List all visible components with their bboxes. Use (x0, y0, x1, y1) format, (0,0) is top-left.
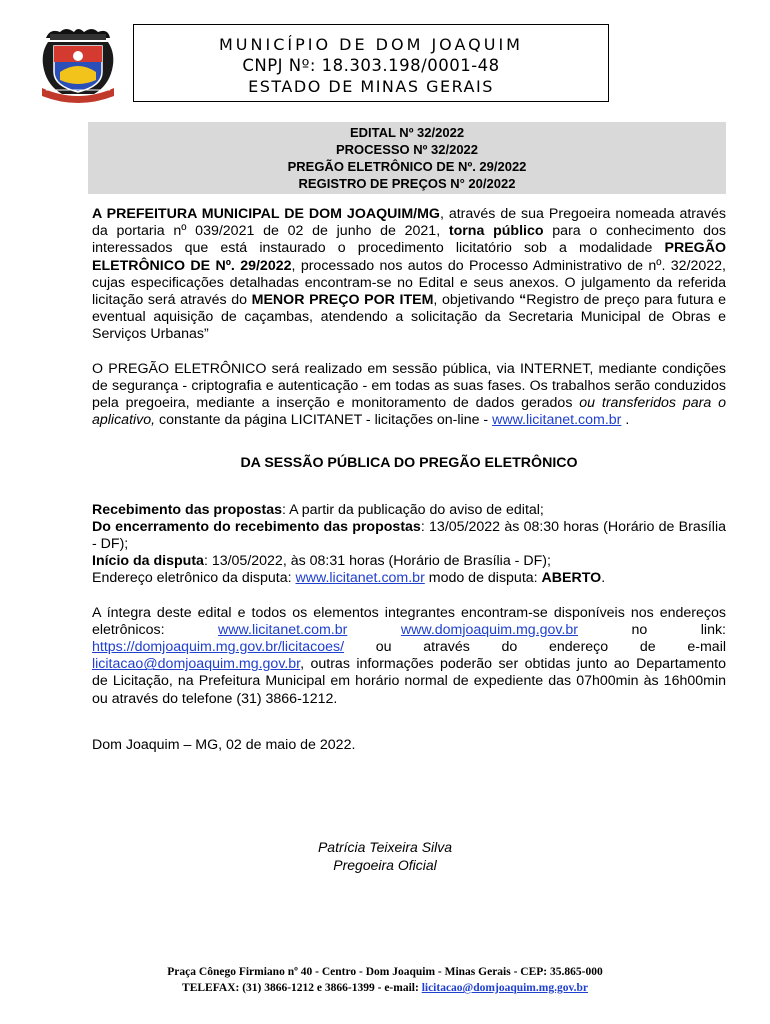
section-title: DA SESSÃO PÚBLICA DO PREGÃO ELETRÔNICO (240, 455, 578, 472)
footer (0, 964, 770, 996)
p3-text-1: A íntegra deste edital e todos os elementos integrantes encontram-se disponíveis nos endereços eletrônicos: (92, 604, 726, 638)
signature-block (0, 838, 770, 874)
state-name: ESTADO DE MINAS GERAIS (248, 77, 494, 96)
licitanet-link-2[interactable]: www.licitanet.com.br (218, 621, 348, 638)
session-start-line (92, 553, 726, 570)
intro-bold-1: A PREFEITURA MUNICIPAL DE DOM JOAQUIM/MG (92, 206, 440, 222)
edital-number: EDITAL Nº 32/2022 (349, 125, 465, 140)
municipality-name: MUNICÍPIO DE DOM JOAQUIM (219, 35, 523, 54)
footer-address: Praça Cônego Firmiano nº 40 - Centro - Dom Joaquim - Minas Gerais - CEP: 35.865-000 (167, 966, 603, 978)
edital-title-block (88, 122, 726, 194)
address-text: Endereço eletrônico da disputa: (92, 570, 296, 587)
document-body (92, 206, 726, 754)
footer-telefax: TELEFAX: (31) 3866-1212 e 3866-1399 - e-mail: (182, 982, 422, 994)
session-address-line (92, 570, 726, 587)
p3-text-2 (347, 622, 401, 638)
signatory-name: Patrícia Teixeira Silva (317, 839, 453, 855)
intro-text-4: , objetivando (433, 292, 520, 309)
session-closing-line (92, 519, 726, 553)
p2-text-3: . (621, 412, 630, 429)
intro-text-1: , através de sua Pregoeira nomeada através da portaria nº 039/2021 de 02 de junho de 2021, (92, 206, 726, 240)
electronic-session-paragraph (92, 361, 726, 430)
intro-bold-3: PREGÃO ELETRÔNICO DE Nº. 29/2022 (92, 240, 726, 274)
p3-text-5: , outras informações poderão ser obtidas junto ao Departamento de Licitação, na Prefeitura Municipal em horário normal de expediente das 07h00min às 16h00min ou através do telefone (31) 3866-1212. (92, 656, 726, 707)
closing-label: Do encerramento do recebimento das propostas (92, 518, 421, 535)
start-label: Início da disputa (92, 553, 204, 570)
receipt-label: Recebimento das propostas (92, 501, 283, 518)
p2-text-2: constante da página LICITANET - licitações on-line - (155, 412, 493, 429)
intro-text-5: Registro de preço para futura e eventual aquisição de caçambas, atendendo a solicitação da Secretaria Municipal de Obras e Serviços Urbanas” (92, 292, 726, 343)
process-number: PROCESSO Nº 32/2022 (335, 142, 479, 157)
intro-bold-2: torna público (448, 223, 544, 240)
intro-paragraph (92, 206, 726, 344)
intro-text-2: para o conhecimento dos interessados que está instaurado o procedimento licitatório sob a modalidade (92, 223, 727, 257)
mode-period: . (601, 570, 606, 587)
footer-contact (0, 980, 770, 996)
closing-text: : 13/05/2022 às 08:30 horas (Horário de Brasília - DF); (92, 518, 726, 553)
header-box (133, 24, 609, 102)
registro-number: REGISTRO DE PREÇOS N° 20/2022 (298, 176, 516, 191)
receipt-text: : A partir da publicação do aviso de edital; (282, 501, 544, 518)
licitacoes-page-link[interactable]: https://domjoaquim.mg.gov.br/licitacoes/ (92, 639, 345, 656)
p3-text-3: no link: (578, 621, 726, 638)
mode-text: modo de disputa: (424, 570, 542, 587)
licitanet-link[interactable]: www.licitanet.com.br (492, 412, 622, 429)
p3-text-4: ou através do endereço de e-mail (344, 639, 726, 656)
intro-bold-4: MENOR PREÇO POR ITEM (251, 292, 434, 309)
dispute-link[interactable]: www.licitanet.com.br (295, 570, 425, 587)
date-line: Dom Joaquim – MG, 02 de maio de 2022. (92, 736, 356, 753)
signatory-role: Pregoeira Oficial (333, 857, 437, 873)
email-link[interactable]: licitacao@domjoaquim.mg.gov.br (92, 656, 301, 673)
start-text: : 13/05/2022, às 08:31 horas (Horário de Brasília - DF); (203, 553, 551, 570)
p2-text-1: O PREGÃO ELETRÔNICO será realizado em sessão pública, via INTERNET, mediante condições de segurança - criptografia e autenticação - em todas as suas fases. Os trabalhos serão conduzidos pela pregoeira, mediante a inserção e monitoramento de dados gerados (92, 360, 726, 412)
footer-email-link[interactable]: licitacao@domjoaquim.mg.gov.br (421, 982, 588, 994)
cnpj: CNPJ Nº: 18.303.198/0001-48 (242, 56, 500, 75)
domjoaquim-site-link[interactable]: www.domjoaquim.mg.gov.br (400, 621, 579, 638)
session-receipt-line (92, 502, 726, 519)
municipal-crest-logo (36, 24, 120, 108)
intro-text-3: , processado nos autos do Processo Administrativo de nº. 32/2022, cujas especificações detalhadas encontram-se no Edital e seus anexos. O julgamento da referida licitação será através do (92, 257, 726, 309)
pregao-number: PREGÃO ELETRÔNICO DE Nº. 29/2022 (287, 159, 527, 174)
intro-bold-5: “ (519, 292, 527, 309)
mode-value: ABERTO (541, 570, 602, 587)
p2-italic: ou transferidos para o aplicativo, (92, 395, 726, 429)
availability-paragraph (92, 605, 726, 708)
